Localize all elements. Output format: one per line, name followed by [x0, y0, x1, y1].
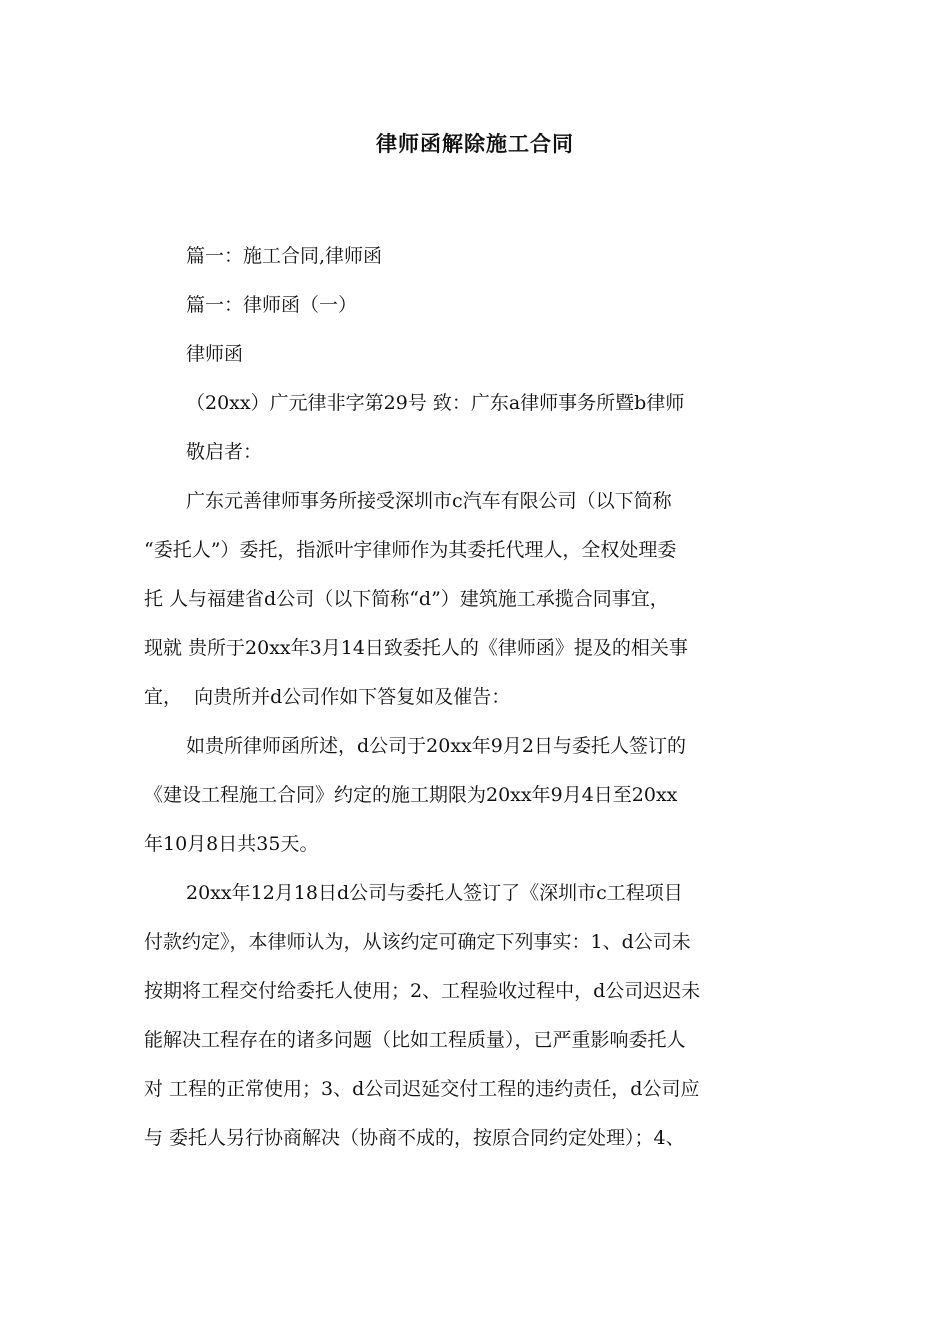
text-line: （20xx）广元律非字第29号 致：广东a律师事务所暨b律师	[186, 392, 685, 414]
text-line: 篇一：律师函（一）	[186, 294, 358, 316]
text-line: 宜， 向贵所并d公司作如下答复如及催告：	[144, 686, 511, 708]
text-line: 现就 贵所于20xx年3月14日致委托人的《律师函》提及的相关事	[144, 637, 688, 659]
document-body	[144, 232, 804, 1163]
text-line: 付款约定》，本律师认为，从该约定可确定下列事实：1、d公司未	[144, 931, 691, 953]
text-line: 按期将工程交付给委托人使用；2、工程验收过程中，d公司迟迟未	[144, 980, 701, 1002]
text-line: 与 委托人另行协商解决（协商不成的，按原合同约定处理）；4、	[144, 1127, 685, 1149]
document-title: 律师函解除施工合同	[376, 132, 574, 156]
text-line: 20xx年12月18日d公司与委托人签订了《深圳市c工程项目	[186, 882, 683, 904]
text-line: 广东元善律师事务所接受深圳市c汽车有限公司（以下简称	[186, 490, 672, 512]
text-line: 律师函	[186, 343, 244, 365]
text-line: 年10月8日共35天。	[144, 833, 319, 855]
text-line: 如贵所律师函所述，d公司于20xx年9月2日与委托人签订的	[186, 735, 686, 757]
text-line: 托 人与福建省d公司（以下简称“d”）建筑施工承揽合同事宜，	[144, 588, 669, 610]
text-line: “委托人”）委托，指派叶宇律师作为其委托代理人，全权处理委	[144, 539, 677, 561]
text-line: 篇一：施工合同,律师函	[186, 245, 383, 267]
text-line: 《建设工程施工合同》约定的施工期限为20xx年9月4日至20xx	[144, 784, 678, 806]
text-line: 对 工程的正常使用；3、d公司迟延交付工程的违约责任，d公司应	[144, 1078, 700, 1100]
text-line: 能解决工程存在的诸多问题（比如工程质量），已严重影响委托人	[144, 1029, 686, 1051]
text-line: 敬启者：	[186, 441, 263, 463]
